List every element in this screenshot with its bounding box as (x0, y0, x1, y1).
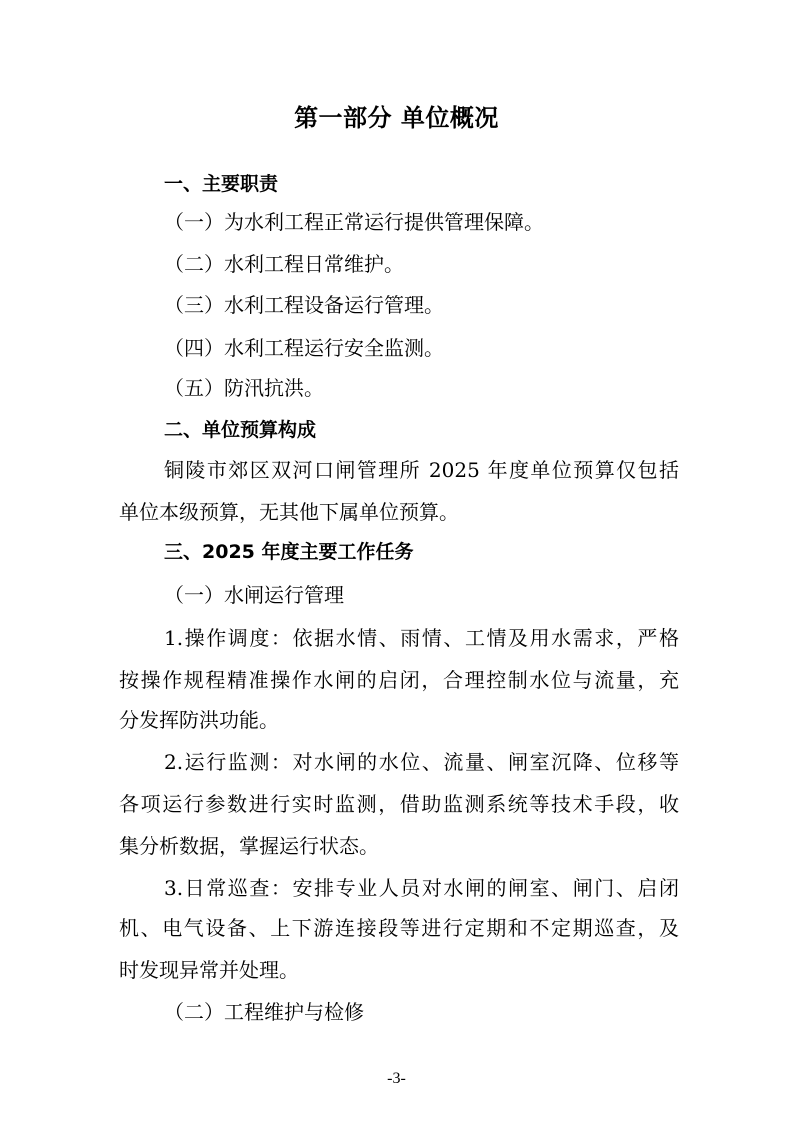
duty-item-4: （四）水利工程运行安全监测。 (164, 336, 444, 360)
page-title: 第一部分 单位概况 (294, 104, 499, 132)
task-3-line-2: 机、电气设备、上下游连接段等进行定期和不定期巡查，及 (119, 916, 679, 940)
task-2-line-3: 集分析数据，掌握运行状态。 (119, 834, 379, 858)
duty-item-5: （五）防汛抗洪。 (164, 376, 324, 400)
duty-item-1: （一）为水利工程正常运行提供管理保障。 (164, 210, 544, 234)
task-2-line-1: 2.运行监测：对水闸的水位、流量、闸室沉降、位移等 (164, 750, 679, 774)
budget-paragraph-line-1: 铜陵市郊区双河口闸管理所 2025 年度单位预算仅包括 (164, 458, 679, 482)
task-2-line-2: 各项运行参数进行实时监测，借助监测系统等技术手段，收 (119, 792, 679, 816)
task-3-line-3: 时发现异常并处理。 (119, 958, 299, 982)
section-heading-duties: 一、主要职责 (164, 173, 279, 195)
task-1-line-1: 1.操作调度：依据水情、雨情、工情及用水需求，严格 (164, 626, 679, 650)
subheading-maintenance: （二）工程维护与检修 (164, 1000, 364, 1024)
page-number: -3- (387, 1070, 406, 1087)
duty-item-3: （三）水利工程设备运行管理。 (164, 293, 444, 317)
task-1-line-2: 按操作规程精准操作水闸的启闭，合理控制水位与流量，充 (119, 668, 679, 692)
duty-item-2: （二）水利工程日常维护。 (164, 252, 404, 276)
subheading-sluice-operation: （一）水闸运行管理 (164, 583, 344, 607)
task-3-line-1: 3.日常巡查：安排专业人员对水闸的闸室、闸门、启闭 (164, 876, 679, 900)
task-1-line-3: 分发挥防洪功能。 (119, 708, 279, 732)
section-heading-budget-composition: 二、单位预算构成 (164, 419, 317, 441)
section-heading-work-tasks: 三、2025 年度主要工作任务 (164, 541, 414, 563)
budget-paragraph-line-2: 单位本级预算，无其他下属单位预算。 (119, 500, 459, 524)
